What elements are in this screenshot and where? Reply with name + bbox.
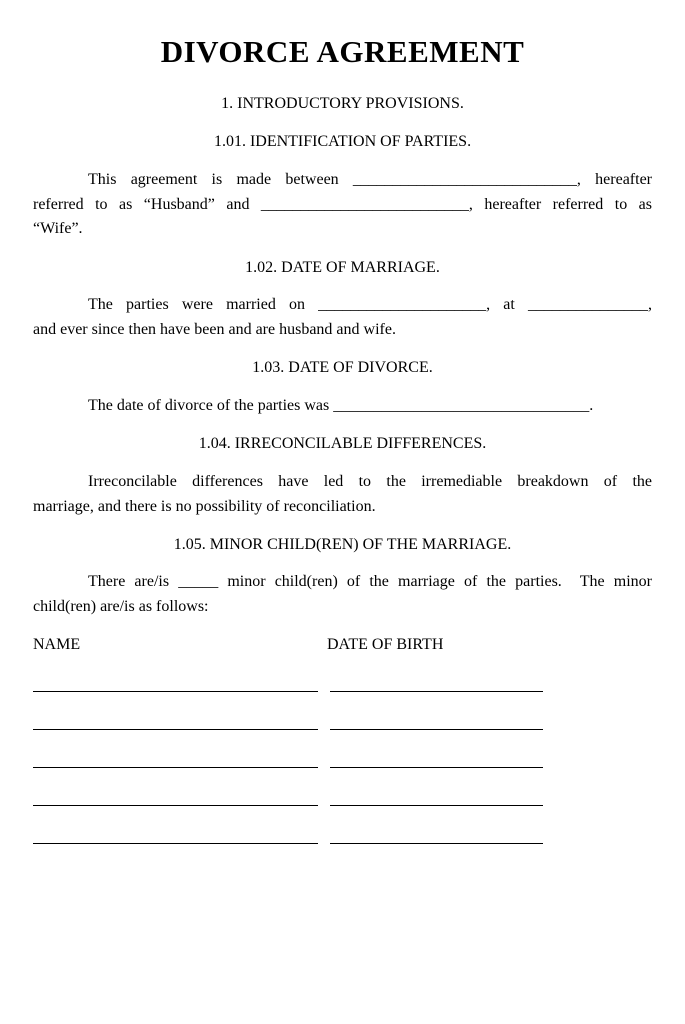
column-header-name: NAME (33, 636, 81, 653)
paragraph-line: referred to as “Husband” and __________________________, hereafter referred to as (33, 195, 652, 213)
section-heading-1-03: 1.03. DATE OF DIVORCE. (252, 359, 433, 376)
section-heading-1: 1. INTRODUCTORY PROVISIONS. (221, 95, 464, 112)
child-name-blank[interactable] (33, 805, 318, 806)
section-heading-1-04: 1.04. IRRECONCILABLE DIFFERENCES. (198, 435, 487, 452)
paragraph-line: The date of divorce of the parties was ________________________________. (88, 397, 594, 414)
child-name-blank[interactable] (33, 843, 318, 844)
section-heading-1-02: 1.02. DATE OF MARRIAGE. (245, 259, 440, 276)
child-name-blank[interactable] (33, 767, 318, 768)
paragraph-line: This agreement is made between ____________________________, hereafter (88, 171, 652, 188)
child-name-blank[interactable] (33, 729, 318, 730)
column-header-date-of-birth: DATE OF BIRTH (327, 636, 444, 653)
paragraph-identification (33, 168, 652, 242)
paragraph-irreconcilable (33, 470, 652, 519)
paragraph-line: The parties were married on _____________________, at _______________, (88, 296, 652, 313)
paragraph-line: Irreconcilable differences have led to the irremediable breakdown of the (88, 473, 652, 490)
section-heading-1-05: 1.05. MINOR CHILD(REN) OF THE MARRIAGE. (173, 536, 512, 553)
paragraph-line: There are/is _____ minor child(ren) of the marriage of the parties. The minor (88, 573, 652, 590)
paragraph-line: marriage, and there is no possibility of reconciliation. (33, 497, 376, 515)
section-heading-1-01: 1.01. IDENTIFICATION OF PARTIES. (213, 133, 472, 150)
paragraph-line: child(ren) are/is as follows: (33, 597, 209, 615)
paragraph-minor-children (33, 570, 652, 619)
paragraph-marriage-date (33, 293, 652, 342)
child-dob-blank[interactable] (330, 805, 543, 806)
child-dob-blank[interactable] (330, 729, 543, 730)
document-title: DIVORCE AGREEMENT (160, 34, 525, 69)
paragraph-line: “Wife”. (33, 220, 83, 237)
child-dob-blank[interactable] (330, 843, 543, 844)
child-name-blank[interactable] (33, 691, 318, 692)
child-dob-blank[interactable] (330, 767, 543, 768)
paragraph-divorce-date (33, 394, 652, 419)
paragraph-line: and ever since then have been and are husband and wife. (33, 320, 396, 338)
child-dob-blank[interactable] (330, 691, 543, 692)
